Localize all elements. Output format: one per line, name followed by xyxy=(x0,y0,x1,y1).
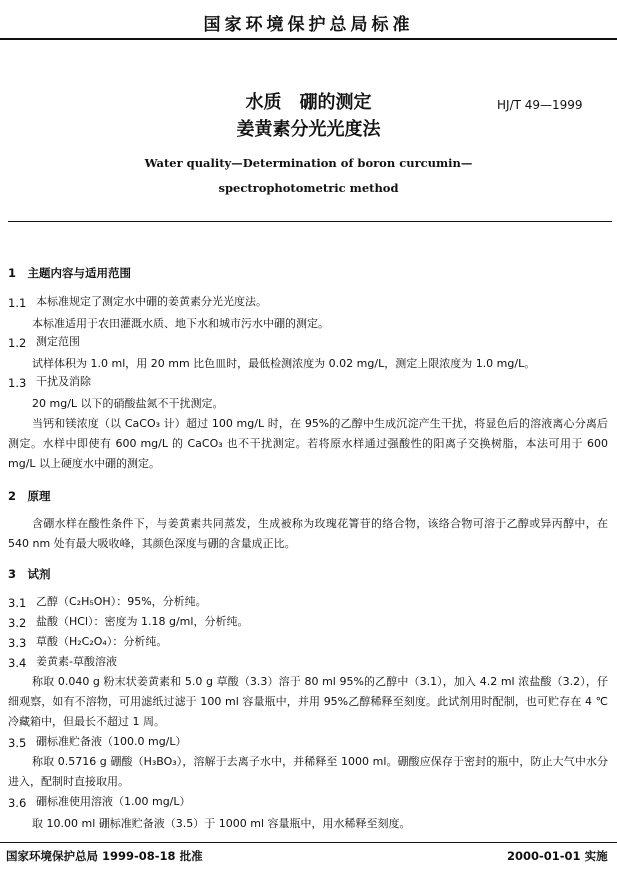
clause-1-3-paragraph: 当钙和镁浓度（以 CaCO₃ 计）超过 100 mg/L 时，在 95%的乙醇中生成沉淀产生干扰，将显色后的溶液离心分离后测定。水样中即使有 600 mg/L 的 CaCO₃ 也不干扰测定。若将原水样通过强酸性的阳离子交换树脂，本法可用于 600 mg/L 以上硬度水中硼的测定。 xyxy=(8,417,608,470)
clause-1-1-number: 1.1 xyxy=(8,296,27,310)
standard-number: HJ/T 49—1999 xyxy=(497,98,583,112)
issuing-body-header: 国家环境保护总局标准 xyxy=(203,15,414,35)
implementation-date: 2000-01-01 实施 xyxy=(507,849,608,863)
clause-3-2-text: 盐酸（HCl）：密度为 1.18 g/ml，分析纯。 xyxy=(36,615,249,628)
clause-1-3-number: 1.3 xyxy=(8,376,27,390)
clause-1-2-text: 试样体积为 1.0 ml，用 20 mm 比色皿时，最低检测浓度为 0.02 mg/L，测定上限浓度为 1.0 mg/L。 xyxy=(32,357,536,370)
footer-rule xyxy=(0,842,617,843)
clause-3-4-number: 3.4 xyxy=(8,656,27,670)
section-1-heading: 1 主题内容与适用范围 xyxy=(8,266,132,280)
clause-3-6-text: 硼标准使用溶液（1.00 mg/L） xyxy=(36,795,191,808)
clause-3-5-paragraph: 称取 0.5716 g 硼酸（H₃BO₃），溶解于去离子水中，并稀释至 1000 ml。硼酸应保存于密封的瓶中，防止大气中水分进入，配制时直接取用。 xyxy=(8,755,608,788)
header-rule xyxy=(0,38,617,40)
clause-3-5-text: 硼标准贮备液（100.0 mg/L） xyxy=(36,735,187,748)
clause-1-1-scope: 本标准适用于农田灌溉水质、地下水和城市污水中硼的测定。 xyxy=(32,317,329,330)
clause-1-2-title: 测定范围 xyxy=(36,335,80,348)
clause-1-3-text: 20 mg/L 以下的硝酸盐氮不干扰测定。 xyxy=(32,397,224,410)
clause-3-2-number: 3.2 xyxy=(8,616,27,630)
clause-3-4-text: 姜黄素-草酸溶液 xyxy=(36,655,117,668)
english-title-line-1: Water quality—Determination of boron curcumin— xyxy=(144,156,473,170)
english-title-line-2: spectrophotometric method xyxy=(218,181,399,195)
clause-3-6-line: 取 10.00 ml 硼标准贮备液（3.5）于 1000 ml 容量瓶中，用水稀释至刻度。 xyxy=(32,817,411,830)
title-line-1: 水质 硼的测定 xyxy=(245,92,372,113)
clause-1-2-number: 1.2 xyxy=(8,336,27,350)
clause-3-1-number: 3.1 xyxy=(8,596,27,610)
clause-3-6-number: 3.6 xyxy=(8,796,27,810)
clause-3-3-number: 3.3 xyxy=(8,636,27,650)
clause-3-1-text: 乙醇（C₂H₅OH）：95%，分析纯。 xyxy=(36,595,207,608)
clause-3-5-number: 3.5 xyxy=(8,736,27,750)
section-3-heading: 3 试剂 xyxy=(8,567,51,581)
section-2-heading: 2 原理 xyxy=(8,489,51,503)
clause-1-1-text: 本标准规定了测定水中硼的姜黄素分光光度法。 xyxy=(36,295,267,308)
clause-3-4-paragraph: 称取 0.040 g 粉末状姜黄素和 5.0 g 草酸（3.3）溶于 80 ml 95%的乙醇中（3.1），加入 4.2 ml 浓盐酸（3.2），仔细观察，如有不溶物，可用滤纸过滤于 100 ml 容量瓶中，并用 95%乙醇稀释至刻度。此试剂用时配制，也可贮存在 4 ℃ 冷藏箱中，但最长不超过 1 周。 xyxy=(8,675,608,728)
clause-3-3-text: 草酸（H₂C₂O₄）：分析纯。 xyxy=(36,635,168,648)
title-divider xyxy=(8,221,612,222)
clause-1-3-title: 干扰及消除 xyxy=(36,375,91,388)
approval-date: 国家环境保护总局 1999-08-18 批准 xyxy=(6,849,203,863)
section-2-paragraph: 含硼水样在酸性条件下，与姜黄素共同蒸发，生成被称为玫瑰花箐苷的络合物，该络合物可溶于乙醇或异丙醇中，在 540 nm 处有最大吸收峰，其颜色深度与硼的含量成正比。 xyxy=(8,517,608,550)
title-line-2: 姜黄素分光光度法 xyxy=(236,119,381,140)
